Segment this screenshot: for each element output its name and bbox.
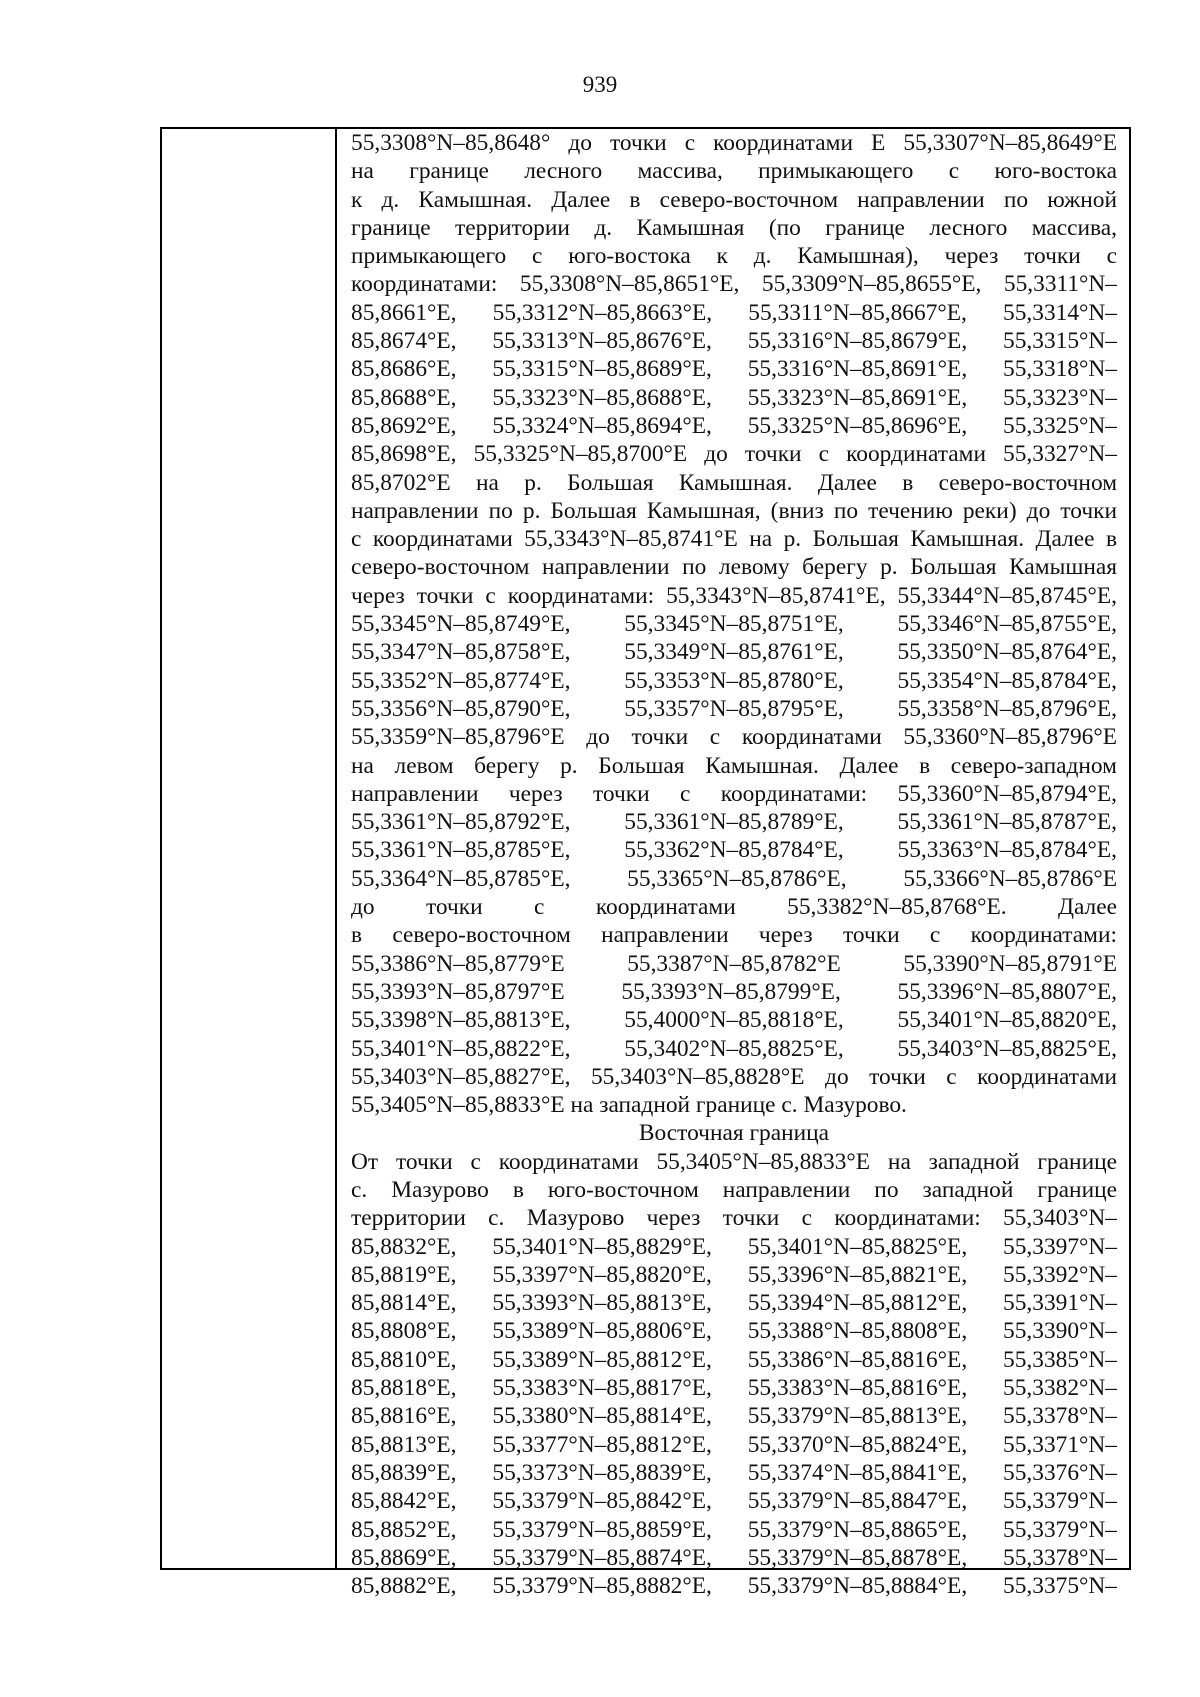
text-line: направлении по р. Большая Камышная, (вниз по течению реки) до точки: [351, 497, 1117, 524]
boundary-description-block: [351, 129, 1117, 1119]
text-line: 85,8813°E, 55,3377°N–85,8812°E, 55,3370°N–85,8824°E, 55,3371°N–: [351, 1431, 1117, 1458]
text-line: 85,8814°E, 55,3393°N–85,8813°E, 55,3394°N–85,8812°E, 55,3391°N–: [351, 1290, 1117, 1317]
text-line: границе территории д. Камышная (по границе лесного массива,: [351, 214, 1117, 241]
text-line: к д. Камышная. Далее в северо-восточном направлении по южной: [351, 186, 1117, 213]
text-line: 55,3359°N–85,8796°E до точки с координатами 55,3360°N–85,8796°E: [351, 724, 1117, 751]
eastern-boundary-block: [351, 1148, 1117, 1601]
text-line: 55,3347°N–85,8758°E, 55,3349°N–85,8761°E, 55,3350°N–85,8764°E,: [351, 639, 1117, 666]
text-line: 85,8819°E, 55,3397°N–85,8820°E, 55,3396°N–85,8821°E, 55,3392°N–: [351, 1261, 1117, 1288]
text-line: в северо-восточном направлении через точки с координатами:: [351, 922, 1117, 949]
text-line: 85,8842°E, 55,3379°N–85,8842°E, 55,3379°N–85,8847°E, 55,3379°N–: [351, 1488, 1117, 1515]
text-line: 85,8839°E, 55,3373°N–85,8839°E, 55,3374°N–85,8841°E, 55,3376°N–: [351, 1459, 1117, 1486]
text-line: северо-восточном направлении по левому берегу р. Большая Камышная: [351, 554, 1117, 581]
text-line: 55,3345°N–85,8749°E, 55,3345°N–85,8751°E, 55,3346°N–85,8755°E,: [351, 611, 1117, 638]
text-line: через точки с координатами: 55,3343°N–85,8741°E, 55,3344°N–85,8745°E,: [351, 582, 1117, 609]
text-line: территории с. Мазурово через точки с координатами: 55,3403°N–: [351, 1205, 1117, 1232]
text-line: с координатами 55,3343°N–85,8741°E на р. Большая Камышная. Далее в: [351, 526, 1117, 553]
table-right-cell: [337, 129, 1129, 1600]
text-line: 85,8808°E, 55,3389°N–85,8806°E, 55,3388°N–85,8808°E, 55,3390°N–: [351, 1318, 1117, 1345]
text-line: 55,3352°N–85,8774°E, 55,3353°N–85,8780°E, 55,3354°N–85,8784°E,: [351, 667, 1117, 694]
text-line: 55,3308°N–85,8648° до точки с координатами Е 55,3307°N–85,8649°E: [351, 130, 1117, 156]
section-heading: Восточная граница: [638, 1120, 830, 1147]
text-line: 85,8692°E, 55,3324°N–85,8694°E, 55,3325°N–85,8696°E, 55,3325°N–: [351, 412, 1117, 439]
text-line: на левом берегу р. Большая Камышная. Далее в северо-западном: [351, 752, 1117, 779]
text-line: примыкающего с юго-востока к д. Камышная), через точки с: [351, 243, 1117, 270]
text-line: 55,3393°N–85,8797°E 55,3393°N–85,8799°E, 55,3396°N–85,8807°E,: [351, 978, 1117, 1005]
text-line: 85,8882°E, 55,3379°N–85,8882°E, 55,3379°N–85,8884°E, 55,3375°N–: [351, 1573, 1117, 1600]
text-line: 85,8810°E, 55,3389°N–85,8812°E, 55,3386°N–85,8816°E, 55,3385°N–: [351, 1346, 1117, 1373]
text-line: 55,3364°N–85,8785°E, 55,3365°N–85,8786°E, 55,3366°N–85,8786°E: [351, 865, 1117, 892]
text-line: 85,8702°E на р. Большая Камышная. Далее в северо-восточном: [351, 469, 1117, 496]
text-line: до точки с координатами 55,3382°N–85,8768°E. Далее: [351, 894, 1117, 921]
text-line: координатами: 55,3308°N–85,8651°E, 55,3309°N–85,8655°E, 55,3311°N–: [351, 271, 1117, 298]
text-line: 55,3405°N–85,8833°E на западной границе с. Мазурово.: [351, 1092, 907, 1119]
text-line: 85,8869°E, 55,3379°N–85,8874°E, 55,3379°N–85,8878°E, 55,3378°N–: [351, 1544, 1117, 1571]
table-left-cell: [162, 129, 337, 1568]
text-line: 85,8816°E, 55,3380°N–85,8814°E, 55,3379°N–85,8813°E, 55,3378°N–: [351, 1403, 1117, 1430]
text-line: 55,3403°N–85,8827°E, 55,3403°N–85,8828°E до точки с координатами: [351, 1063, 1117, 1090]
boundary-table: [160, 127, 1131, 1600]
text-line: 85,8852°E, 55,3379°N–85,8859°E, 55,3379°N–85,8865°E, 55,3379°N–: [351, 1516, 1117, 1543]
text-line: направлении через точки с координатами: 55,3360°N–85,8794°E,: [351, 780, 1117, 807]
text-line: на границе лесного массива, примыкающего с юго-востока: [351, 158, 1117, 185]
text-line: 85,8686°E, 55,3315°N–85,8689°E, 55,3316°N–85,8691°E, 55,3318°N–: [351, 356, 1117, 383]
text-line: 55,3401°N–85,8822°E, 55,3402°N–85,8825°E, 55,3403°N–85,8825°E,: [351, 1035, 1117, 1062]
text-line: 55,3398°N–85,8813°E, 55,4000°N–85,8818°E, 55,3401°N–85,8820°E,: [351, 1007, 1117, 1034]
text-line: 85,8661°E, 55,3312°N–85,8663°E, 55,3311°N–85,8667°E, 55,3314°N–: [351, 299, 1117, 326]
text-line: 85,8688°E, 55,3323°N–85,8688°E, 55,3323°N–85,8691°E, 55,3323°N–: [351, 384, 1117, 411]
page-number: 939: [582, 72, 618, 97]
text-line: 85,8832°E, 55,3401°N–85,8829°E, 55,3401°N–85,8825°E, 55,3397°N–: [351, 1233, 1117, 1260]
text-line: 85,8698°E, 55,3325°N–85,8700°E до точки с координатами 55,3327°N–: [351, 441, 1117, 468]
text-line: 55,3361°N–85,8785°E, 55,3362°N–85,8784°E, 55,3363°N–85,8784°E,: [351, 837, 1117, 864]
text-line: 85,8818°E, 55,3383°N–85,8817°E, 55,3383°N–85,8816°E, 55,3382°N–: [351, 1375, 1117, 1402]
text-line: От точки с координатами 55,3405°N–85,8833°E на западной границе: [351, 1148, 1117, 1175]
text-line: с. Мазурово в юго-восточном направлении по западной границе: [351, 1176, 1117, 1203]
text-line: 55,3386°N–85,8779°E 55,3387°N–85,8782°E 55,3390°N–85,8791°E: [351, 950, 1117, 977]
text-line: 55,3356°N–85,8790°E, 55,3357°N–85,8795°E, 55,3358°N–85,8796°E,: [351, 695, 1117, 722]
text-line: 85,8674°E, 55,3313°N–85,8676°E, 55,3316°N–85,8679°E, 55,3315°N–: [351, 328, 1117, 355]
text-line: 55,3361°N–85,8792°E, 55,3361°N–85,8789°E, 55,3361°N–85,8787°E,: [351, 809, 1117, 836]
